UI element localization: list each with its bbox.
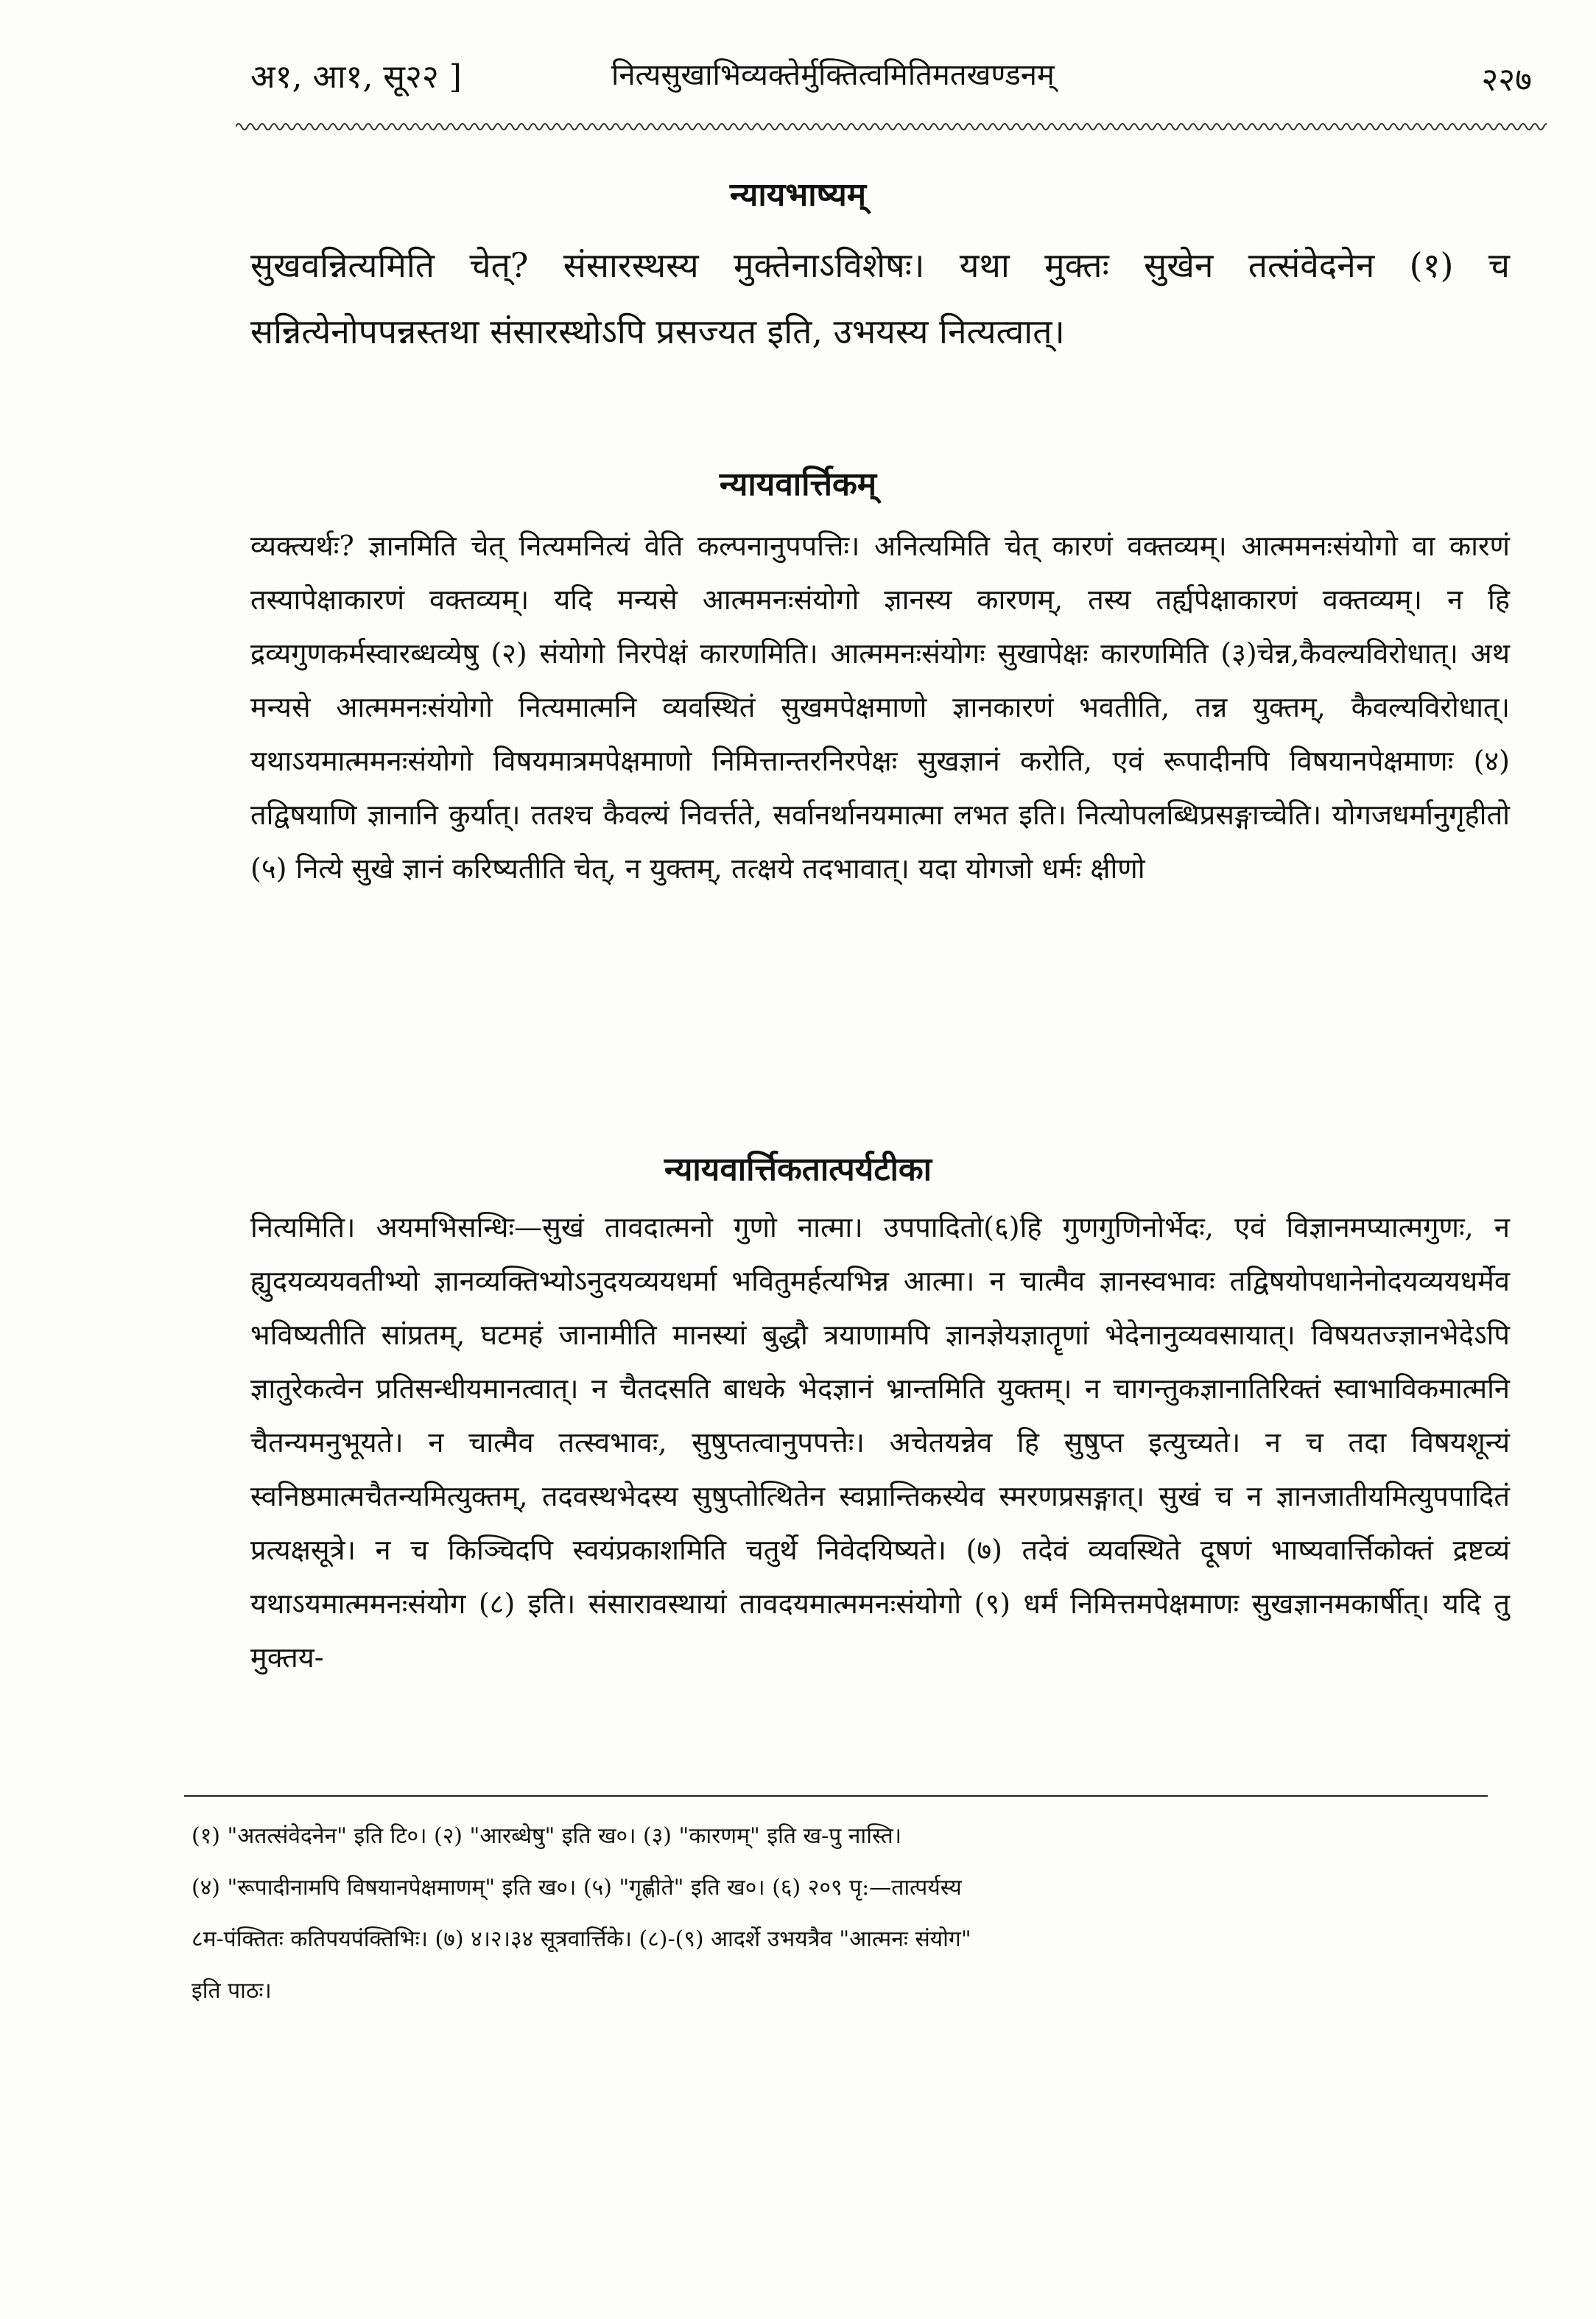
footnote-line: (४) "रूपादीनामपि विषयानपेक्षमाणम्" इति ख०। (५) "गृह्णीते" इति ख०। (६) २०९ पृ:—तात्पर्यस्य xyxy=(191,1875,962,1901)
running-header xyxy=(236,46,1547,119)
footnote-line: (१) "अतत्संवेदनेन" इति टि०। (२) "आरब्धेषु" इति ख०। (३) "कारणम्" इति ख-पु नास्ति। xyxy=(191,1823,902,1849)
footnote-rule xyxy=(184,1795,1488,1797)
running-title: नित्यसुखाभिव्यक्तेर्मुक्तित्वमितिमतखण्डनम् xyxy=(611,58,1055,92)
bhashya-heading: न्यायभाष्यम् xyxy=(729,176,867,214)
wavy-separator xyxy=(236,118,1547,136)
chapter-reference: अ१, आ१, सू२२ ] xyxy=(250,58,462,96)
tika-heading: न्यायवार्त्तिकतात्पर्यटीका xyxy=(664,1151,932,1188)
vartika-text: व्यक्त्यर्थः? ज्ञानमिति चेत् नित्यमनित्यं वेति कल्पनानुपपत्तिः। अनित्यमिति चेत् कारणं वक्तव्यम्। आत्ममनःसंयोगो वा कारणं तस्यापेक्षाकारणं वक्तव्यम्। यदि मन्यसे आत्ममनःसंयोगो ज्ञानस्य कारणम्, तस्य तर्ह्यपेक्षाकारणं वक्तव्यम्। न हि द्रव्यगुणकर्मस्वारब्धव्येषु (२) संयोगो निरपेक्षं कारणमिति। आत्ममनःसंयोगः सुखापेक्षः कारणमिति (३)चेन्न,कैवल्यविरोधात्। अथ मन्यसे आत्ममनःसंयोगो नित्यमात्मनि व्यवस्थितं सुखमपेक्षमाणो ज्ञानकारणं भवतीति, तन्न युक्तम्, कैवल्यविरोधात्। यथाऽयमात्ममनःसंयोगो विषयमात्रमपेक्षमाणो निमित्तान्तरनिरपेक्षः सुखज्ञानं करोति, एवं रूपादीनपि विषयानपेक्षमाणः (४) तद्विषयाणि ज्ञानानि कुर्यात्। ततश्च कैवल्यं निवर्त्तते, सर्वानर्थानयमात्मा लभत इति। नित्योपलब्धिप्रसङ्गाच्चेति। योगजधर्मानुगृहीतो (५) नित्ये सुखे ज्ञानं करिष्यतीति चेत्, न युक्तम्, तत्क्षये तदभावात्। यदा योगजो धर्मः क्षीणो xyxy=(250,530,1510,885)
vartika-heading: न्यायवार्त्तिकम् xyxy=(719,466,877,503)
page-number: २२७ xyxy=(1481,61,1532,99)
bhashya-text: सुखवन्नित्यमिति चेत्? संसारस्थस्य मुक्तेनाऽविशेषः। यथा मुक्तः सुखेन तत्संवेदनेन (१) च सन्नित्येनोपपन्नस्तथा संसारस्थोऽपि प्रसज्यत इति, उभयस्य नित्यत्वात्। xyxy=(250,245,1510,351)
footnote-line: इति पाठः। xyxy=(191,1978,272,2004)
footnote-line: ८म-पंक्तितः कतिपयपंक्तिभिः। (७) ४।२।३४ सूत्रवार्त्तिके। (८)-(९) आदर्शे उभयत्रैव "आत्मनः संयोग" xyxy=(191,1926,971,1952)
tika-text: नित्यमिति। अयमभिसन्धिः—सुखं तावदात्मनो गुणो नात्मा। उपपादितो(६)हि गुणगुणिनोर्भेदः, एवं विज्ञानमप्यात्मगुणः, न ह्युदयव्ययवतीभ्यो ज्ञानव्यक्तिभ्योऽनुदयव्ययधर्मा भवितुमर्हत्यभिन्न आत्मा। न चात्मैव ज्ञानस्वभावः तद्विषयोपधानेनोदयव्ययधर्मेव भविष्यतीति सांप्रतम्, घटमहं जानामीति मानस्यां बुद्धौ त्रयाणामपि ज्ञानज्ञेयज्ञातॄणां भेदेनानुव्यवसायात्। विषयतज्ज्ञानभेदेऽपि ज्ञातुरेकत्वेन प्रतिसन्धीयमानत्वात्। न चैतदसति बाधके भेदज्ञानं भ्रान्तमिति युक्तम्। न चागन्तुकज्ञानातिरिक्तं स्वाभाविकमात्मनि चैतन्यमनुभूयते। न चात्मैव तत्स्वभावः, सुषुप्तत्वानुपपत्तेः। अचेतयन्नेव हि सुषुप्त इत्युच्यते। न च तदा विषयशून्यं स्वनिष्ठमात्मचैतन्यमित्युक्तम्, तदवस्थभेदस्य सुषुप्तोत्थितेन स्वप्नान्तिकस्येव स्मरणप्रसङ्गात्। सुखं च न ज्ञानजातीयमित्युपपादितं प्रत्यक्षसूत्रे। न च किञ्चिदपि स्वयंप्रकाशमिति चतुर्थे निवेदयिष्यते। (७) तदेवं व्यवस्थिते दूषणं भाष्यवार्त्तिकोक्तं द्रष्टव्यं यथाऽयमात्ममनःसंयोग (८) इति। संसारावस्थायां तावदयमात्ममनःसंयोगो (९) धर्मं निमित्तमपेक्षमाणः सुखज्ञानमकार्षीत्। यदि तु मुक्तय- xyxy=(250,1211,1510,1674)
